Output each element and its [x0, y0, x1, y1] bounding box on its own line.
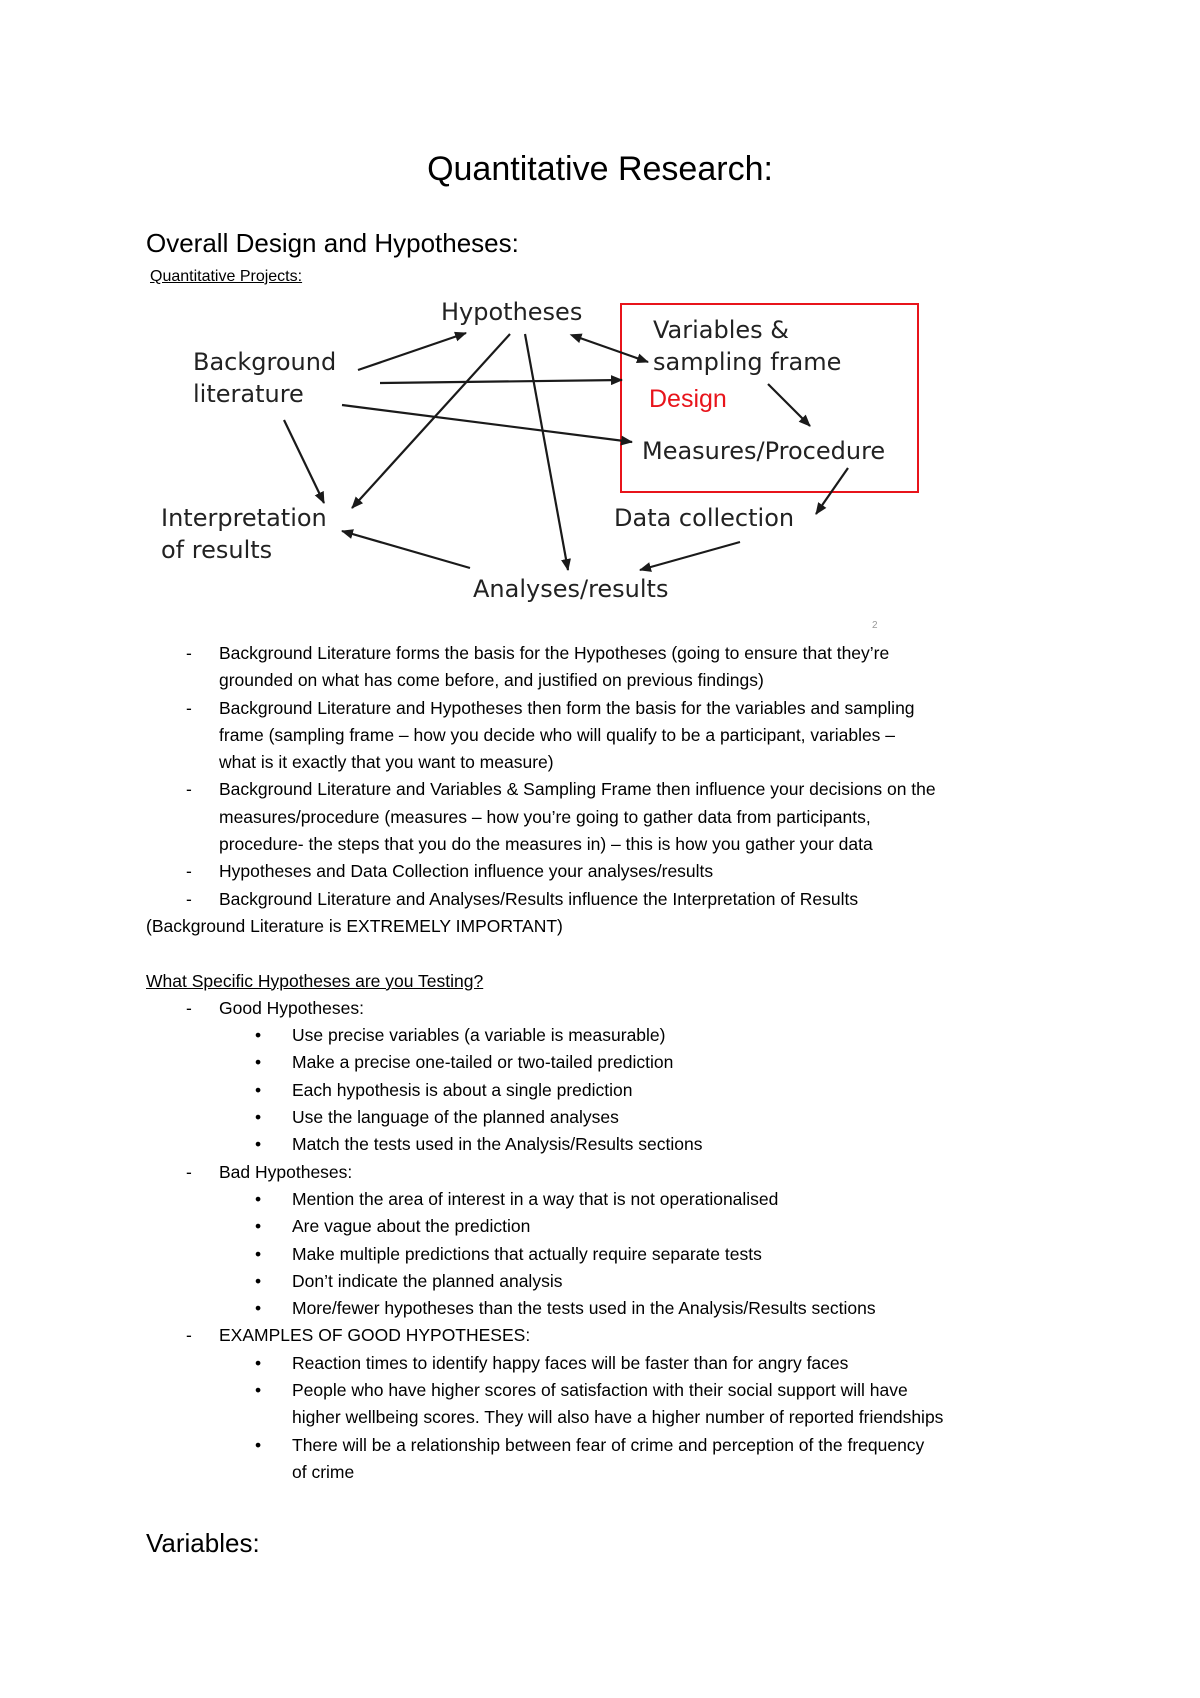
node-interpretation-line1: Interpretation [161, 504, 327, 532]
arrow-hypotheses-to-interpretation [352, 334, 510, 508]
bullet-line: Reaction times to identify happy faces will be faster than for angry faces [292, 1352, 849, 1373]
bullet-line: of crime [292, 1461, 355, 1482]
list-item-line: grounded on what has come before, and justified on previous findings) [219, 670, 764, 691]
variables-heading: Variables: [146, 1528, 260, 1558]
bullet-line: Match the tests used in the Analysis/Results sections [292, 1134, 703, 1155]
bullet-item [0, 1268, 1200, 1295]
node-variables-line1: Variables & [653, 316, 790, 344]
node-design: Design [649, 385, 727, 413]
node-background-line1: Background [193, 348, 337, 376]
examples-label: - EXAMPLES OF GOOD HYPOTHESES: [186, 1325, 531, 1346]
bullet-icon: • [255, 1243, 262, 1264]
arrow-background-to-hypotheses [358, 333, 466, 370]
node-measures: Measures/Procedure [642, 437, 886, 465]
bullet-line: Mention the area of interest in a way that is not operationalised [292, 1188, 779, 1209]
bad-hypotheses-list [0, 1186, 1200, 1322]
arrow-hypotheses-variables [580, 338, 648, 362]
bullet-item [0, 1022, 1200, 1049]
bullet-line: Make a precise one-tailed or two-tailed prediction [292, 1052, 674, 1073]
bullet-item [0, 1186, 1200, 1213]
bullet-icon: • [255, 1298, 262, 1319]
arrow-variables-to-measures [768, 384, 810, 426]
bullet-icon: • [255, 1052, 262, 1073]
bullet-line: Are vague about the prediction [292, 1216, 531, 1237]
body-text [0, 640, 1200, 1486]
bullet-icon: • [255, 1216, 262, 1237]
process-explanation-list [0, 640, 1200, 913]
bullet-icon: • [255, 1079, 262, 1100]
bullet-icon: • [255, 1134, 262, 1155]
list-item-line: Background Literature and Variables & Sampling Frame then influence your decisions on the [219, 779, 936, 800]
arrow-data-collection-to-analyses [640, 542, 740, 570]
bullet-icon: • [255, 1434, 262, 1455]
arrow-background-to-interpretation [284, 420, 324, 503]
bullet-line: Use the language of the planned analyses [292, 1107, 619, 1128]
bullet-item [0, 1295, 1200, 1322]
list-item-line: frame (sampling frame – how you decide who will qualify to be a participant, variables – [219, 724, 896, 745]
list-item-line: what is it exactly that you want to measure) [219, 752, 554, 773]
research-process-diagram [0, 290, 1200, 631]
arrow-background-to-measures [342, 405, 632, 442]
bullet-item [0, 1350, 1200, 1377]
bullet-line: More/fewer hypotheses than the tests used in the Analysis/Results sections [292, 1298, 876, 1319]
section-heading: Overall Design and Hypotheses: [146, 228, 519, 258]
arrow-analyses-to-interpretation [342, 531, 470, 568]
bullet-line: higher wellbeing scores. They will also have a higher number of reported friendships [292, 1407, 944, 1428]
bullet-line: Use precise variables (a variable is measurable) [292, 1025, 666, 1046]
bullet-item [0, 1213, 1200, 1240]
bullet-line: There will be a relationship between fear of crime and perception of the frequency [292, 1434, 925, 1455]
bullet-item [0, 1077, 1200, 1104]
bullet-line: Make multiple predictions that actually require separate tests [292, 1243, 762, 1264]
list-item: - Background Literature and Hypotheses then form the basis for the variables and sampling frame (sampling frame – how you decide who will qualify to be a participant, variables – what is it exactly that you want to measure) [0, 695, 1200, 777]
subheading: Quantitative Projects: [150, 268, 303, 285]
bullet-item [0, 1432, 1200, 1487]
list-item-line: Background Literature and Hypotheses then form the basis for the variables and sampling [219, 697, 915, 718]
bullet-icon: • [255, 1270, 262, 1291]
bullet-item [0, 1241, 1200, 1268]
good-hypotheses-list [0, 1022, 1200, 1158]
good-hypotheses-label: - Good Hypotheses: [186, 997, 364, 1018]
bullet-item [0, 1049, 1200, 1076]
list-item: - Background Literature and Variables & Sampling Frame then influence your decisions on the measures/procedure (measures – how you’re going to gather data from participants, procedure- the steps that you do the measures in) – this is how you gather your data [0, 776, 1200, 858]
bullet-line: Each hypothesis is about a single prediction [292, 1079, 633, 1100]
bullet-item [0, 1104, 1200, 1131]
arrow-background-to-variables [380, 380, 622, 383]
list-item: - Background Literature forms the basis for the Hypotheses (going to ensure that they’re grounded on what has come before, and justified on previous findings) [0, 640, 1200, 695]
list-item-line: Background Literature forms the basis for the Hypotheses (going to ensure that they’re [219, 643, 890, 663]
specific-hypotheses-heading: What Specific Hypotheses are you Testing? [146, 970, 484, 991]
list-item-line: measures/procedure (measures – how you’re going to gather data from participants, [219, 806, 871, 827]
bullet-icon: • [255, 1107, 262, 1128]
list-item: - Background Literature and Analyses/Results influence the Interpretation of Results [0, 886, 1200, 913]
corner-mark: 2 [872, 620, 878, 631]
bullet-icon: • [255, 1188, 262, 1209]
bad-hypotheses-label: - Bad Hypotheses: [186, 1161, 353, 1182]
node-data-collection: Data collection [614, 504, 795, 532]
bullet-line: Don’t indicate the planned analysis [292, 1270, 563, 1291]
bullet-line: People who have higher scores of satisfaction with their social support will have [292, 1380, 908, 1401]
bullet-item [0, 1377, 1200, 1432]
list-item-line: Background Literature and Analyses/Results influence the Interpretation of Results [219, 888, 859, 909]
arrow-hypotheses-to-analyses [525, 334, 568, 570]
bullet-item [0, 1131, 1200, 1158]
node-interpretation-line2: of results [161, 536, 273, 564]
bullet-icon: • [255, 1352, 262, 1373]
note-text: (Background Literature is EXTREMELY IMPORTANT) [146, 915, 563, 936]
list-item: - Hypotheses and Data Collection influence your analyses/results [0, 858, 1200, 885]
page-title: Quantitative Research: [427, 150, 773, 188]
node-variables-line2: sampling frame [653, 348, 842, 376]
list-item-line: procedure- the steps that you do the measures in) – this is how you gather your data [219, 834, 873, 855]
examples-list [0, 1350, 1200, 1486]
node-background-line2: literature [193, 380, 304, 408]
bullet-icon: • [255, 1025, 262, 1046]
node-hypotheses: Hypotheses [441, 298, 583, 326]
list-item-line: Hypotheses and Data Collection influence your analyses/results [219, 861, 714, 882]
node-analyses: Analyses/results [473, 575, 669, 603]
bullet-icon: • [255, 1380, 262, 1401]
